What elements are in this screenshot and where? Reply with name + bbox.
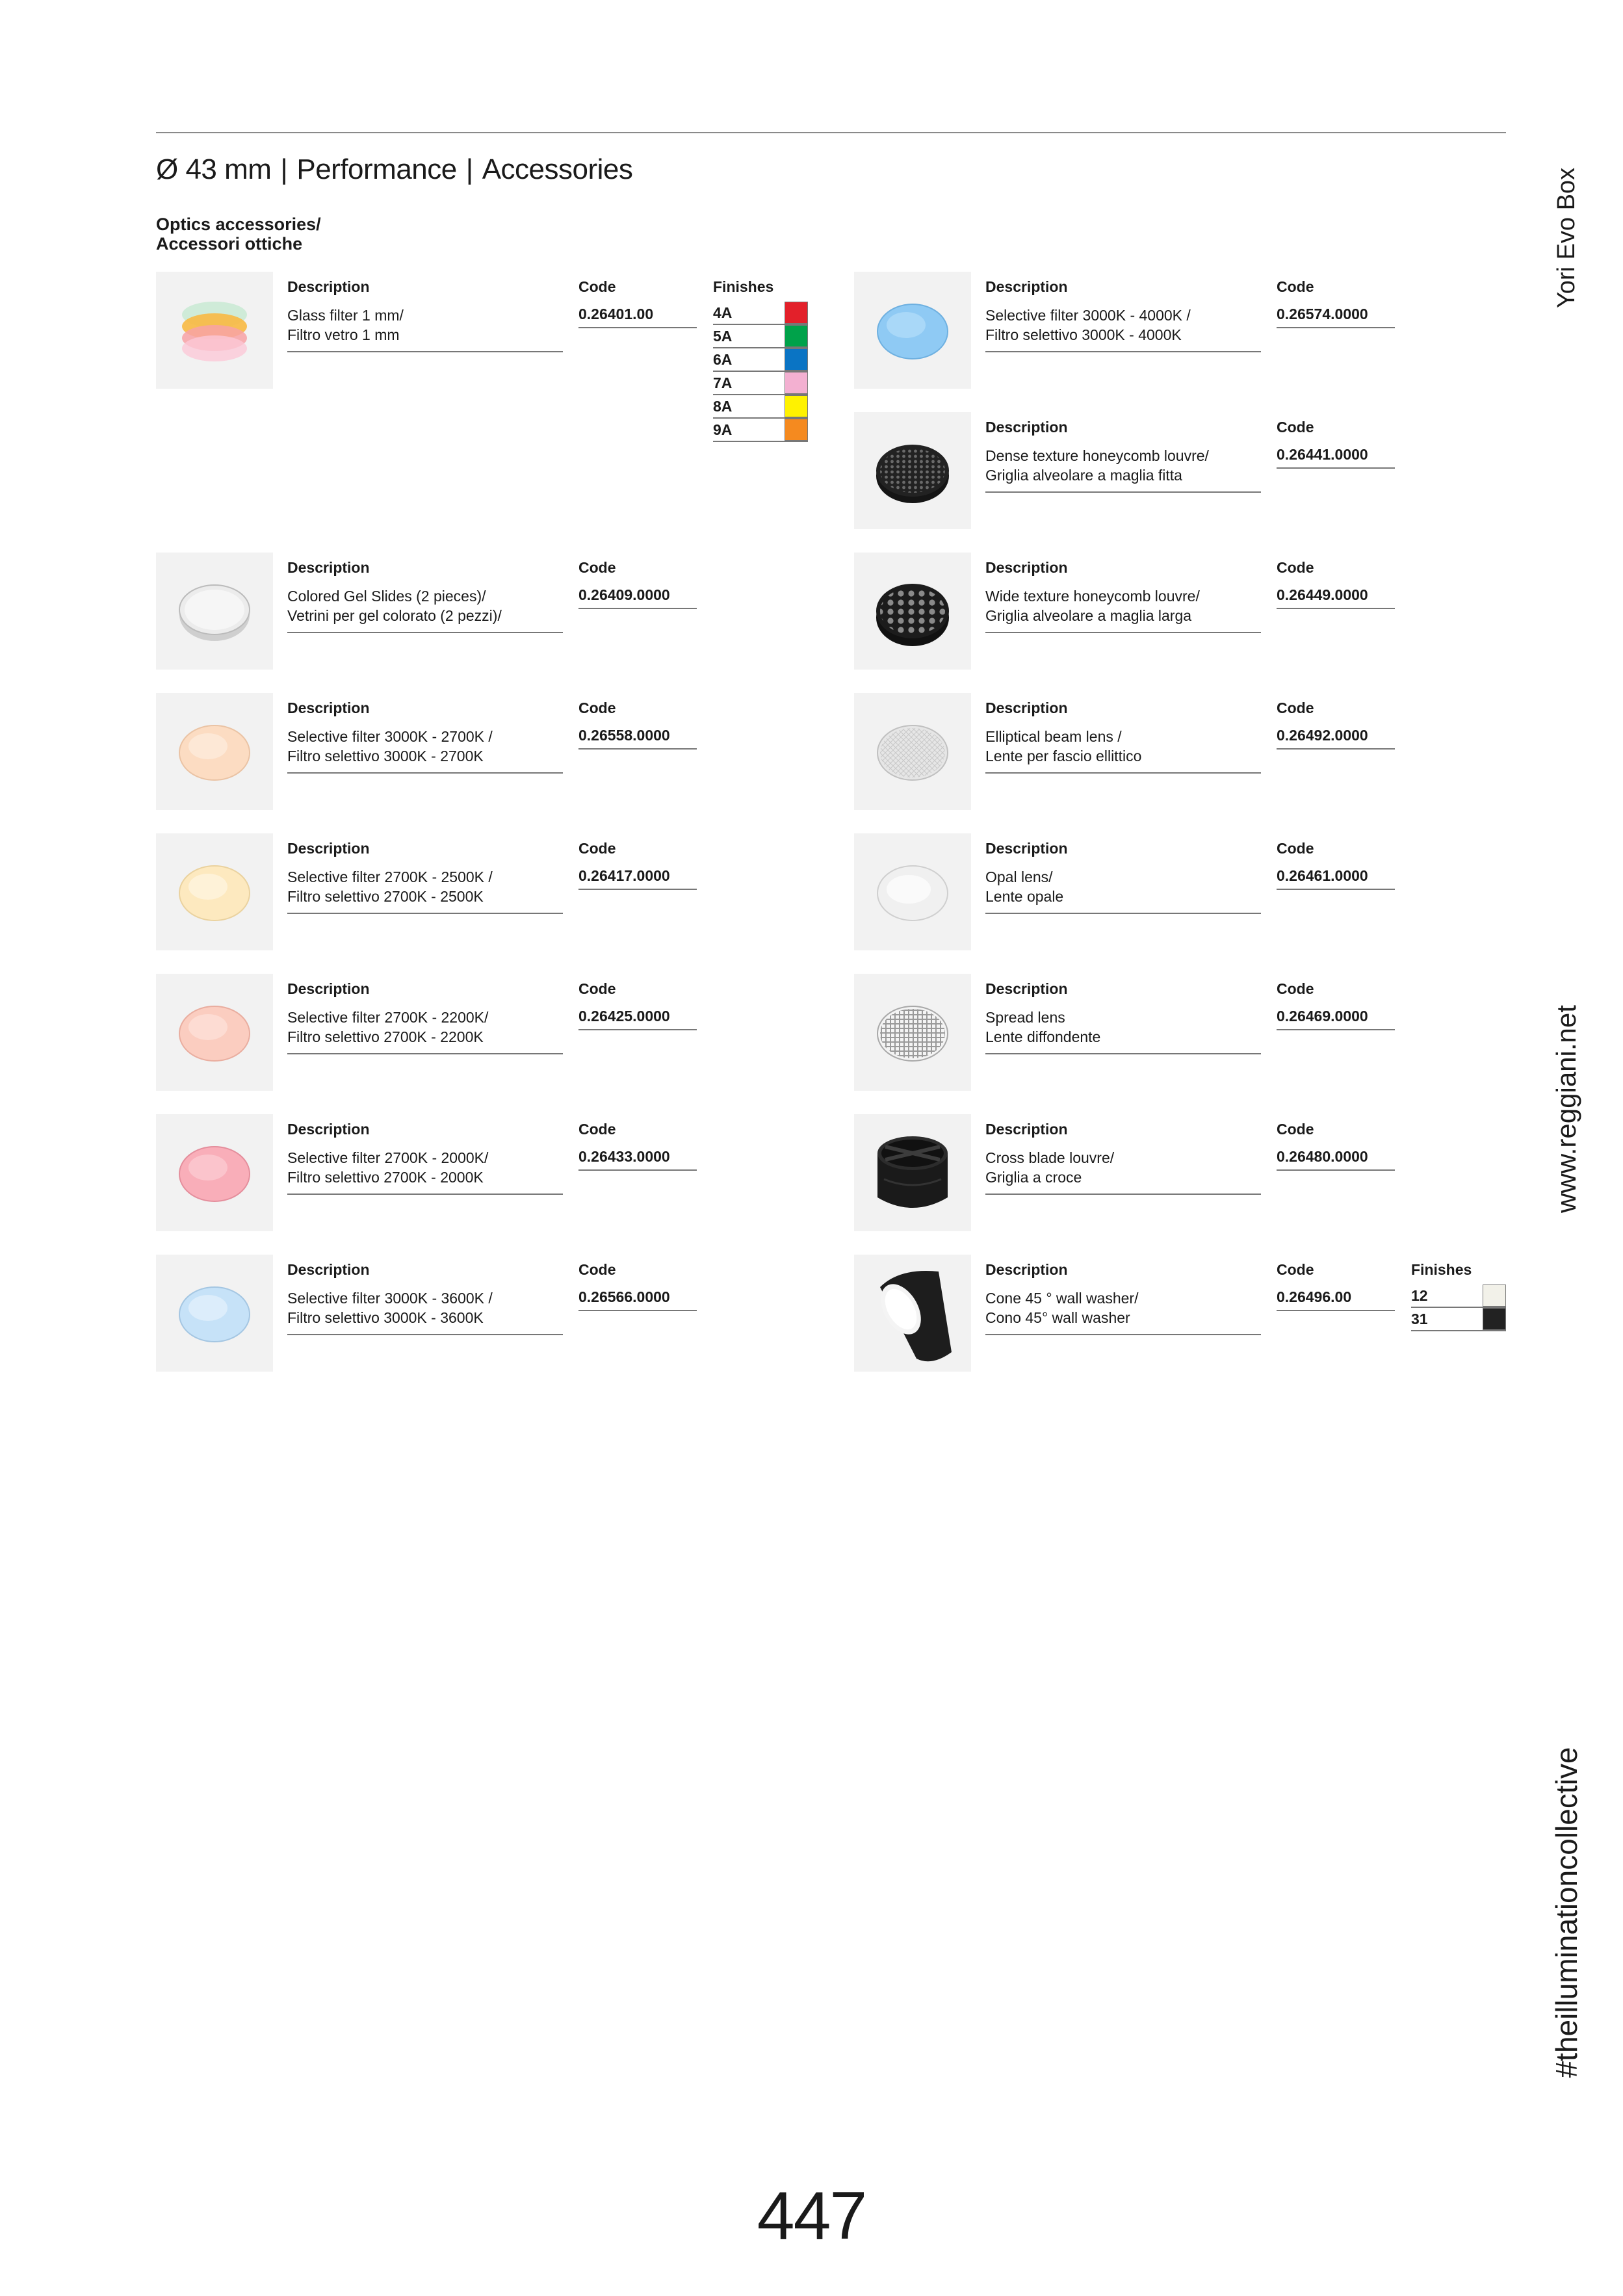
finish-row <box>713 325 808 348</box>
description-label: Description <box>287 559 370 576</box>
accessory-glass-filter <box>156 272 806 438</box>
product-code: 0.26433.0000 <box>578 1148 697 1171</box>
product-code: 0.26492.0000 <box>1277 727 1395 750</box>
finish-row <box>713 372 808 395</box>
description-text: Glass filter 1 mm/ Filtro vetro 1 mm <box>287 306 563 352</box>
finishes-table <box>713 302 808 442</box>
finish-row <box>713 395 808 419</box>
product-code: 0.26401.00 <box>578 306 697 328</box>
product-code: 0.26496.00 <box>1277 1288 1395 1311</box>
description-label: Description <box>287 840 370 857</box>
description-label: Description <box>985 840 1068 857</box>
finish-row <box>713 348 808 372</box>
description-label: Description <box>985 1121 1068 1138</box>
section-title-en: Optics accessories/ <box>156 215 321 234</box>
description-text: Cone 45 ° wall washer/ Cono 45° wall washer <box>985 1288 1261 1335</box>
code-label: Code <box>1277 559 1314 576</box>
finish-code: 9A <box>713 421 733 438</box>
description-label: Description <box>985 980 1068 997</box>
accessory-dense-honeycomb-louvre <box>854 412 1504 529</box>
description-label: Description <box>985 1261 1068 1278</box>
code-label: Code <box>1277 1261 1314 1278</box>
section-title <box>156 215 321 254</box>
code-label: Code <box>1277 278 1314 295</box>
finish-code: 6A <box>713 351 733 368</box>
code-label: Code <box>578 840 616 857</box>
accessory-spread-lens <box>854 974 1504 1091</box>
product-code: 0.26409.0000 <box>578 586 697 609</box>
code-label: Code <box>1277 980 1314 997</box>
finish-swatch <box>1483 1308 1506 1330</box>
description-text: Selective filter 2700K - 2000K/ Filtro selettivo 2700K - 2000K <box>287 1148 563 1195</box>
description-text: Spread lens Lente diffondente <box>985 1008 1261 1054</box>
product-thumbnail <box>156 693 273 810</box>
finish-swatch <box>785 302 808 324</box>
description-label: Description <box>985 559 1068 576</box>
code-label: Code <box>578 699 616 716</box>
finish-code: 5A <box>713 328 733 345</box>
product-thumbnail <box>854 693 971 810</box>
finish-swatch <box>785 419 808 441</box>
description-text: Selective filter 2700K - 2500K / Filtro selettivo 2700K - 2500K <box>287 867 563 914</box>
finishes-label: Finishes <box>713 278 774 295</box>
line-label: Performance <box>296 153 457 185</box>
side-product-name: Yori Evo Box <box>1553 167 1580 309</box>
product-thumbnail <box>854 272 971 389</box>
accessory-elliptical-beam-lens <box>854 693 1504 810</box>
accessory-selective-filter-3000-2700 <box>156 693 806 810</box>
side-website: www.reggiani.net <box>1551 1005 1581 1213</box>
code-label: Code <box>578 1261 616 1278</box>
finish-swatch <box>785 348 808 371</box>
product-code: 0.26558.0000 <box>578 727 697 750</box>
product-code: 0.26417.0000 <box>578 867 697 890</box>
finish-row <box>1411 1285 1506 1308</box>
product-code: 0.26449.0000 <box>1277 586 1395 609</box>
accessory-wide-honeycomb-louvre <box>854 553 1504 670</box>
product-thumbnail <box>854 553 971 670</box>
finish-row <box>1411 1308 1506 1331</box>
code-label: Code <box>1277 699 1314 716</box>
description-label: Description <box>287 1261 370 1278</box>
product-code: 0.26425.0000 <box>578 1008 697 1030</box>
finish-swatch <box>785 395 808 417</box>
product-code: 0.26441.0000 <box>1277 446 1395 469</box>
accessory-cross-blade-louvre <box>854 1114 1504 1231</box>
code-label: Code <box>578 1121 616 1138</box>
product-code: 0.26469.0000 <box>1277 1008 1395 1030</box>
accessory-selective-filter-2700-2000 <box>156 1114 806 1231</box>
description-text: Dense texture honeycomb louvre/ Griglia alveolare a maglia fitta <box>985 446 1261 493</box>
finish-row <box>713 419 808 442</box>
description-text: Wide texture honeycomb louvre/ Griglia alveolare a maglia larga <box>985 586 1261 633</box>
section-title-it: Accessori ottiche <box>156 234 303 254</box>
description-label: Description <box>287 278 370 295</box>
product-code: 0.26480.0000 <box>1277 1148 1395 1171</box>
description-text: Elliptical beam lens / Lente per fascio ellittico <box>985 727 1261 774</box>
product-thumbnail <box>854 1255 971 1372</box>
finish-row <box>713 302 808 325</box>
page-title: Ø 43 mm | Performance | Accessories <box>156 153 633 185</box>
finish-code: 31 <box>1411 1311 1428 1327</box>
description-label: Description <box>287 699 370 716</box>
product-thumbnail <box>156 974 273 1091</box>
description-text: Colored Gel Slides (2 pieces)/ Vetrini per gel colorato (2 pezzi)/ <box>287 586 563 633</box>
description-text: Selective filter 3000K - 2700K / Filtro selettivo 3000K - 2700K <box>287 727 563 774</box>
product-thumbnail <box>854 833 971 950</box>
description-text: Selective filter 2700K - 2200K/ Filtro selettivo 2700K - 2200K <box>287 1008 563 1054</box>
description-label: Description <box>985 278 1068 295</box>
code-label: Code <box>578 980 616 997</box>
code-label: Code <box>1277 1121 1314 1138</box>
product-thumbnail <box>156 833 273 950</box>
product-thumbnail <box>854 412 971 529</box>
description-text: Opal lens/ Lente opale <box>985 867 1261 914</box>
accessory-selective-filter-2700-2200 <box>156 974 806 1091</box>
accessory-selective-filter-3000-4000 <box>854 272 1504 389</box>
finishes-table <box>1411 1285 1506 1331</box>
finish-swatch <box>1483 1285 1506 1307</box>
product-code: 0.26566.0000 <box>578 1288 697 1311</box>
finish-code: 4A <box>713 304 733 321</box>
code-label: Code <box>1277 840 1314 857</box>
code-label: Code <box>1277 419 1314 436</box>
finish-code: 12 <box>1411 1287 1428 1304</box>
description-text: Cross blade louvre/ Griglia a croce <box>985 1148 1261 1195</box>
product-code: 0.26461.0000 <box>1277 867 1395 890</box>
finish-code: 8A <box>713 398 733 415</box>
description-text: Selective filter 3000K - 3600K / Filtro selettivo 3000K - 3600K <box>287 1288 563 1335</box>
description-label: Description <box>287 1121 370 1138</box>
page-number: 447 <box>757 2178 866 2254</box>
product-thumbnail <box>156 1255 273 1372</box>
accessory-selective-filter-3000-3600 <box>156 1255 806 1372</box>
product-code: 0.26574.0000 <box>1277 306 1395 328</box>
accessory-selective-filter-2700-2500 <box>156 833 806 950</box>
description-text: Selective filter 3000K - 4000K / Filtro selettivo 3000K - 4000K <box>985 306 1261 352</box>
description-label: Description <box>287 980 370 997</box>
accessory-cone-wall-washer <box>854 1255 1504 1372</box>
code-label: Code <box>578 559 616 576</box>
product-thumbnail <box>156 272 273 389</box>
product-thumbnail <box>156 553 273 670</box>
finish-swatch <box>785 372 808 394</box>
side-hashtag: #theilluminationcollective <box>1550 1747 1583 2078</box>
top-rule <box>156 132 1506 133</box>
finishes-label: Finishes <box>1411 1261 1472 1278</box>
category-label: Accessories <box>482 153 633 185</box>
finish-swatch <box>785 325 808 347</box>
accessory-gel-slides <box>156 553 806 670</box>
product-thumbnail <box>854 974 971 1091</box>
description-label: Description <box>985 419 1068 436</box>
finish-code: 7A <box>713 374 733 391</box>
product-thumbnail <box>854 1114 971 1231</box>
code-label: Code <box>578 278 616 295</box>
size-label: Ø 43 mm <box>156 153 272 185</box>
accessory-opal-lens <box>854 833 1504 950</box>
product-thumbnail <box>156 1114 273 1231</box>
description-label: Description <box>985 699 1068 716</box>
